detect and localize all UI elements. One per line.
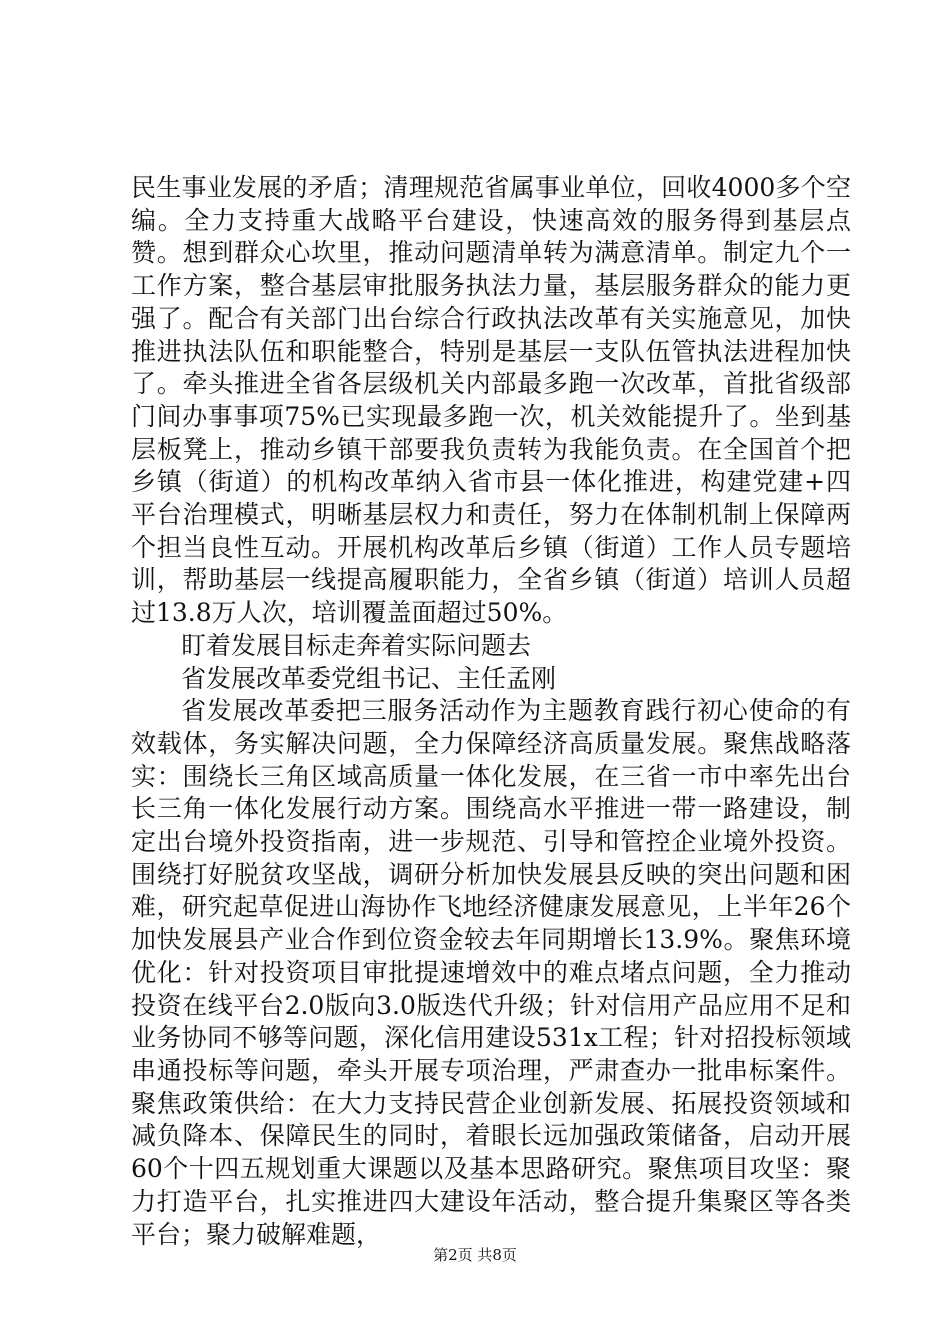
section-heading: 盯着发展目标走奔着实际问题去 [181, 630, 532, 660]
document-body [131, 172, 851, 1251]
author-line: 省发展改革委党组书记、主任孟刚 [181, 663, 557, 693]
paragraph-continued: 民生事业发展的矛盾；清理规范省属事业单位，回收4000多个空编。全力支持重大战略平台建设，快速高效的服务得到基层点赞。想到群众心坎里，推动问题清单转为满意清单。制定九个一工作方案，整合基层审批服务执法力量，基层服务群众的能力更强了。配合有关部门出台综合行政执法改革有关实施意见，加快推进执法队伍和职能整合，特别是基层一支队伍管执法进程加快了。牵头推进全省各层级机关内部最多跑一次改革，首批省级部门间办事事项75%已实现最多跑一次，机关效能提升了。坐到基层板凳上，推动乡镇干部要我负责转为我能负责。在全国首个把乡镇（街道）的机构改革纳入省市县一体化推进，构建党建+四平台治理模式，明晰基层权力和责任，努力在体制机制上保障两个担当良性互动。开展机构改革后乡镇（街道）工作人员专题培训，帮助基层一线提高履职能力，全省乡镇（街道）培训人员超过13.8万人次，培训覆盖面超过50%。 [131, 173, 851, 628]
paragraph-body: 省发展改革委把三服务活动作为主题教育践行初心使命的有效载体，务实解决问题，全力保障经济高质量发展。聚焦战略落实：围绕长三角区域高质量一体化发展，在三省一市中率先出台长三角一体化发展行动方案。围绕高水平推进一带一路建设，制定出台境外投资指南，进一步规范、引导和管控企业境外投资。围绕打好脱贫攻坚战，调研分析加快发展县反映的突出问题和困难，研究起草促进山海协作飞地经济健康发展意见，上半年26个加快发展县产业合作到位资金较去年同期增长13.9%。聚焦环境优化：针对投资项目审批提速增效中的难点堵点问题，全力推动投资在线平台2.0版向3.0版迭代升级；针对信用产品应用不足和业务协同不够等问题，深化信用建设531x工程；针对招投标领域串通投标等问题，牵头开展专项治理，严肃查办一批串标案件。聚焦政策供给：在大力支持民营企业创新发展、拓展投资领域和减负降本、保障民生的同时，着眼长远加强政策储备，启动开展60个十四五规划重大课题以及基本思路研究。聚焦项目攻坚：聚力打造平台，扎实推进四大建设年活动，整合提升集聚区等各类平台；聚力破解难题， [131, 696, 851, 1249]
page-footer: 第2页 共8页 [433, 1246, 517, 1264]
